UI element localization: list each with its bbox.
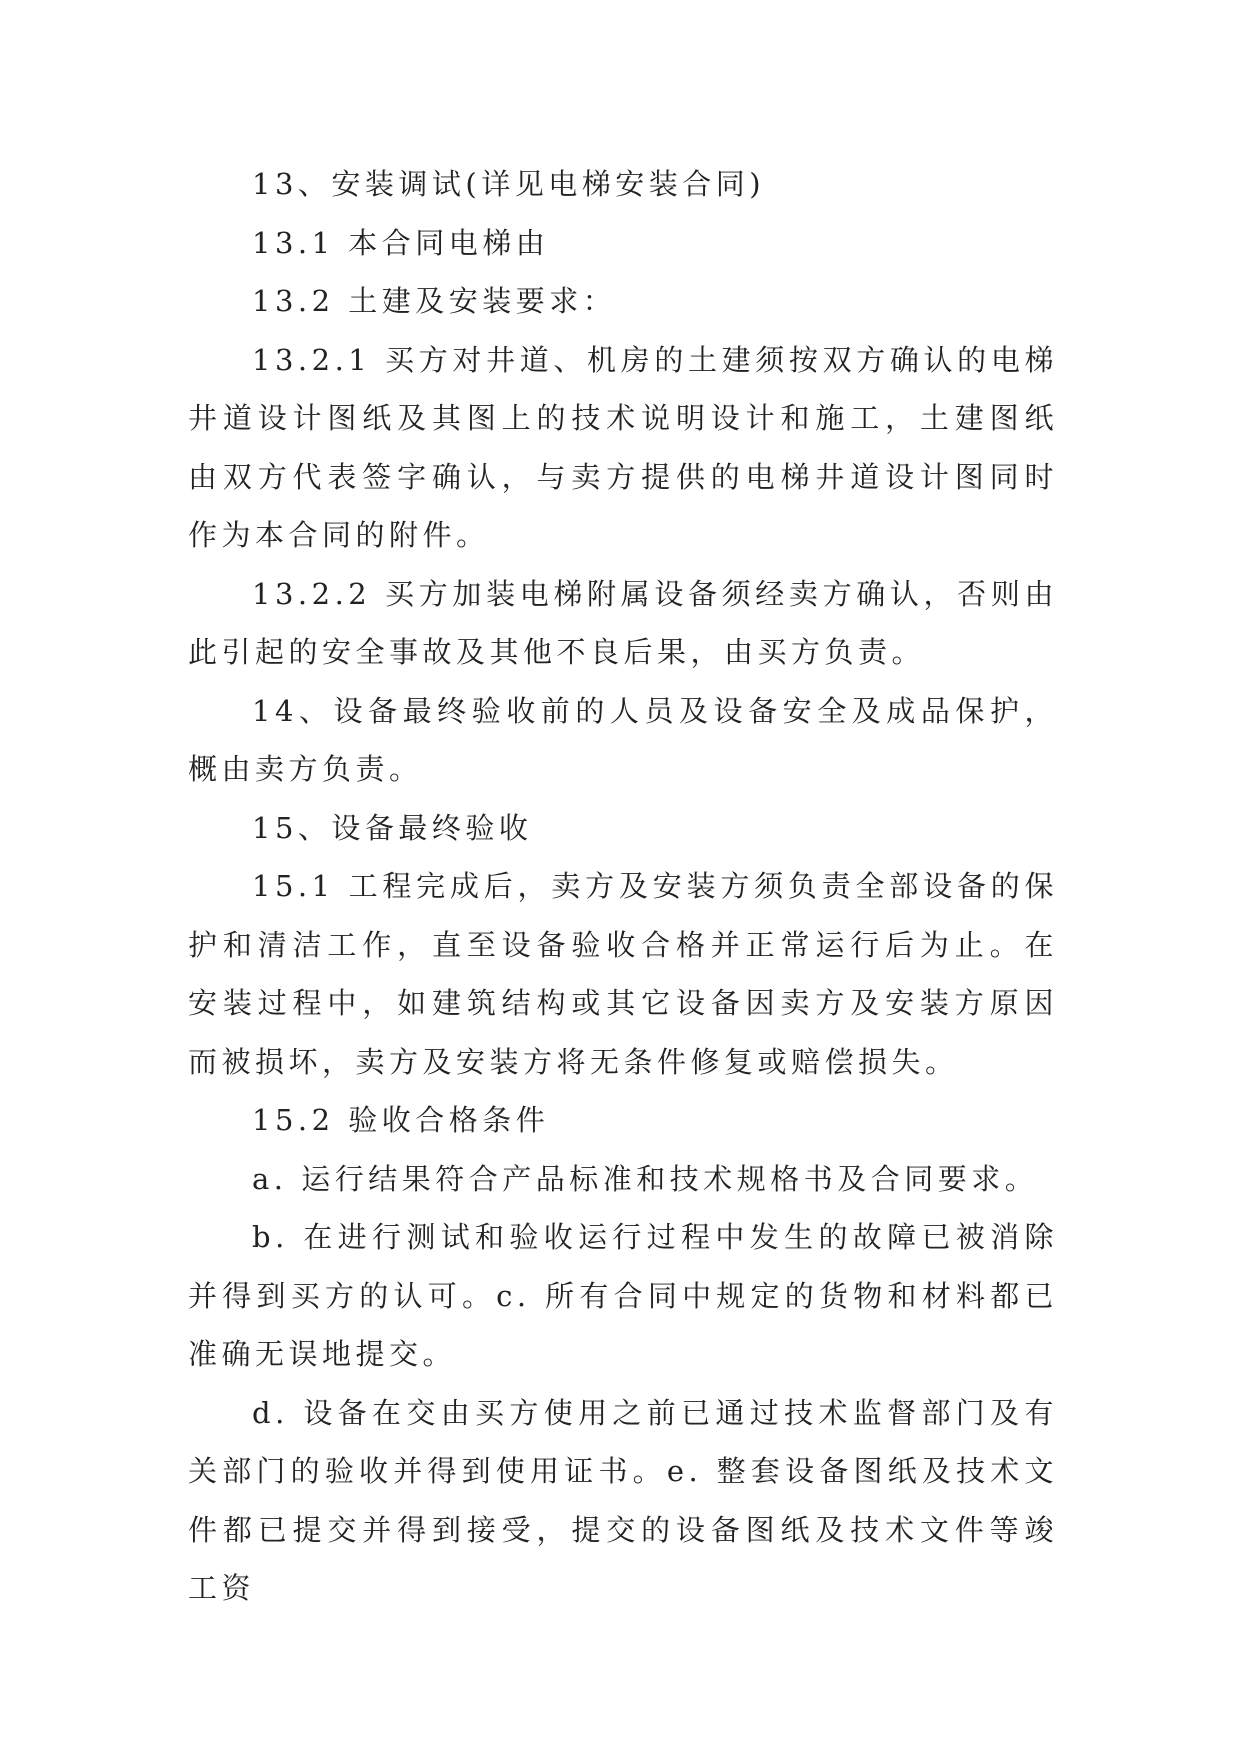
document-page xyxy=(188,155,1058,1618)
paragraph-15-1: 15.1 工程完成后，卖方及安装方须负责全部设备的保护和清洁工作，直至设备验收合格并正常运行后为止。在安装过程中，如建筑结构或其它设备因卖方及安装方原因而被损坏，卖方及安装方将无条件修复或赔偿损失。 xyxy=(188,869,1058,1079)
paragraph-13-2: 13.2 土建及安装要求： xyxy=(252,284,617,318)
paragraph-15-2-d-e: d. 设备在交由买方使用之前已通过技术监督部门及有关部门的验收并得到使用证书。e. 整套设备图纸及技术文件都已提交并得到接受，提交的设备图纸及技术文件等竣工资 xyxy=(188,1395,1058,1605)
paragraph-13-2-2: 13.2.2 买方加装电梯附属设备须经卖方确认，否则由此引起的安全事故及其他不良后果，由买方负责。 xyxy=(188,576,1058,669)
paragraph-13-installation: 13、安装调试(详见电梯安装合同) xyxy=(252,167,766,201)
paragraph-15-2-b-c: b. 在进行测试和验收运行过程中发生的故障已被消除并得到买方的认可。c. 所有合同中规定的货物和材料都已准确无误地提交。 xyxy=(188,1220,1058,1371)
paragraph-15-2-a: a. 运行结果符合产品标准和技术规格书及合同要求。 xyxy=(252,1161,1039,1196)
paragraph-13-1: 13.1 本合同电梯由 xyxy=(252,225,550,260)
paragraph-15-2: 15.2 验收合格条件 xyxy=(252,1103,550,1137)
paragraph-13-2-1: 13.2.1 买方对井道、机房的土建须按双方确认的电梯井道设计图纸及其图上的技术说明设计和施工，土建图纸由双方代表签字确认，与卖方提供的电梯井道设计图同时作为本合同的附件。 xyxy=(188,342,1058,552)
paragraph-14: 14、设备最终验收前的人员及设备安全及成品保护，概由卖方负责。 xyxy=(188,693,1058,786)
paragraph-15: 15、设备最终验收 xyxy=(252,810,533,845)
